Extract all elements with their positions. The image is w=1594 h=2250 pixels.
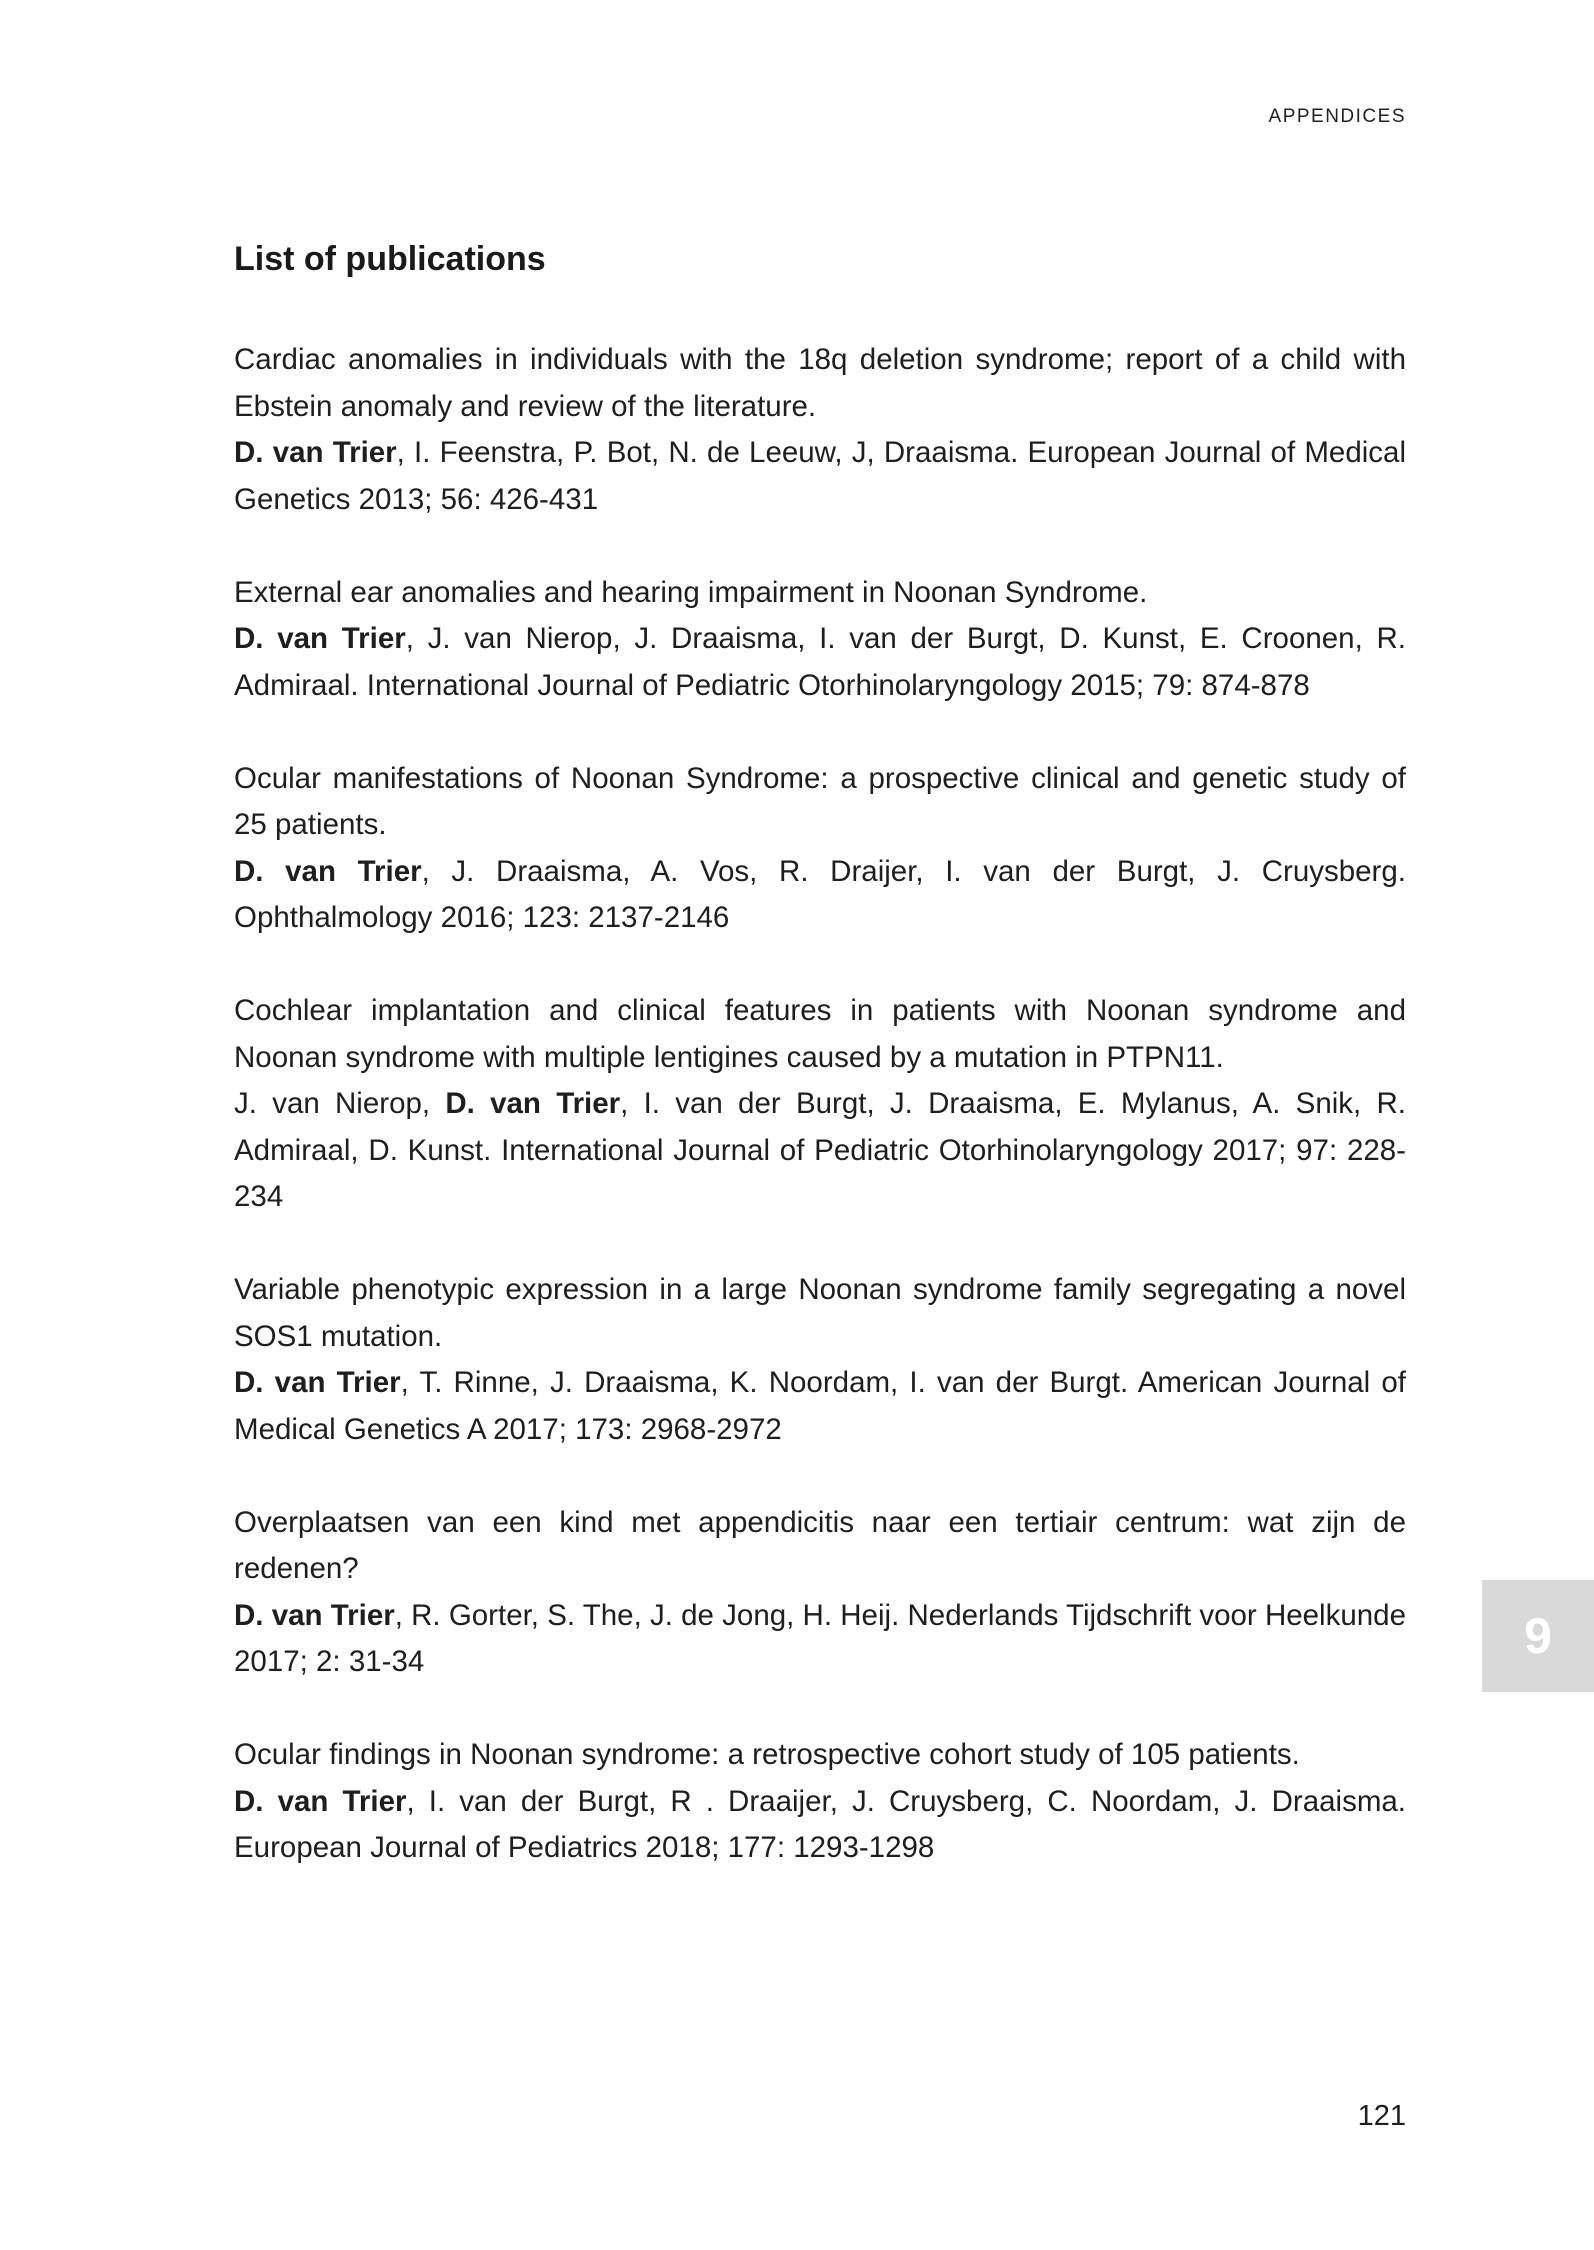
publication-item [234,756,1406,942]
publication-item [234,337,1406,523]
publication-citation [234,430,1406,523]
publication-title: Ocular manifestations of Noonan Syndrome: a prospective clinical and genetic study of 25 patients. [234,761,1406,841]
publication-title: Variable phenotypic expression in a large Noonan syndrome family segregating a novel SOS1 mutation. [234,1273,1406,1353]
publication-title: Cochlear implantation and clinical features in patients with Noonan syndrome and Noonan syndrome with multiple lentigines caused by a mutation in PTPN11. [234,994,1406,1074]
publication-title: Overplaatsen van een kind met appendicitis naar een tertiair centrum: wat zijn de redenen? [234,1505,1406,1585]
citation-rest: , R. Gorter, S. The, J. de Jong, H. Heij. Nederlands Tijdschrift voor Heelkunde 2017; 2: 31-34 [234,1598,1406,1678]
publication-citation [234,1593,1406,1686]
citation-rest: , J. Draaisma, A. Vos, R. Draijer, I. van der Burgt, J. Cruysberg. Ophthalmology 2016; 123: 2137-2146 [234,854,1406,934]
publication-item [234,1500,1406,1686]
publication-list [234,337,1406,1918]
self-author: D. van Trier [234,1366,401,1399]
self-author: D. van Trier [234,1784,407,1818]
chapter-tab: 9 [1482,1580,1594,1692]
publication-citation [234,1360,1406,1453]
citation-rest: , J. van Nierop, J. Draaisma, I. van der Burgt, D. Kunst, E. Croonen, R. Admiraal. International Journal of Pediatric Otorhinolaryngology 2015; 79: 874-878 [234,622,1406,702]
publication-title: Ocular findings in Noonan syndrome: a retrospective cohort study of 105 patients. [234,1738,1300,1771]
citation-rest: , I. van der Burgt, J. Draaisma, E. Mylanus, A. Snik, R. Admiraal, D. Kunst. International Journal of Pediatric Otorhinolaryngology 2017; 97: 228-234 [234,1087,1406,1213]
citation-rest: , I. Feenstra, P. Bot, N. de Leeuw, J, Draaisma. European Journal of Medical Genetics 2013; 56: 426-431 [234,436,1406,516]
publication-item [234,988,1406,1221]
citation-rest: , I. van der Burgt, R . Draaijer, J. Cruysberg, C. Noordam, J. Draaisma. European Journal of Pediatrics 2018; 177: 1293-1298 [234,1784,1407,1864]
page-title: List of publications [234,240,546,278]
self-author: D. van Trier [234,622,406,655]
publication-title: Cardiac anomalies in individuals with the 18q deletion syndrome; report of a child with Ebstein anomaly and review of the literature. [234,343,1406,423]
publication-citation [234,616,1406,709]
running-header: APPENDICES [1268,106,1406,127]
page-number: 121 [1357,2100,1406,2132]
self-author: D. van Trier [234,1598,395,1632]
self-author: D. van Trier [234,854,422,888]
citation-rest: , T. Rinne, J. Draaisma, K. Noordam, I. van der Burgt. American Journal of Medical Genetics A 2017; 173: 2968-2972 [234,1366,1406,1446]
publication-item [234,1732,1406,1872]
self-author: D. van Trier [234,436,397,469]
publication-item [234,1267,1406,1453]
publication-citation [234,849,1406,942]
publication-citation [234,1779,1406,1872]
publication-citation [234,1081,1406,1221]
publication-item [234,570,1406,710]
publication-title: External ear anomalies and hearing impairment in Noonan Syndrome. [234,575,1148,609]
self-author: D. van Trier [445,1087,621,1120]
co-authors-before: J. van Nierop, [234,1087,446,1120]
